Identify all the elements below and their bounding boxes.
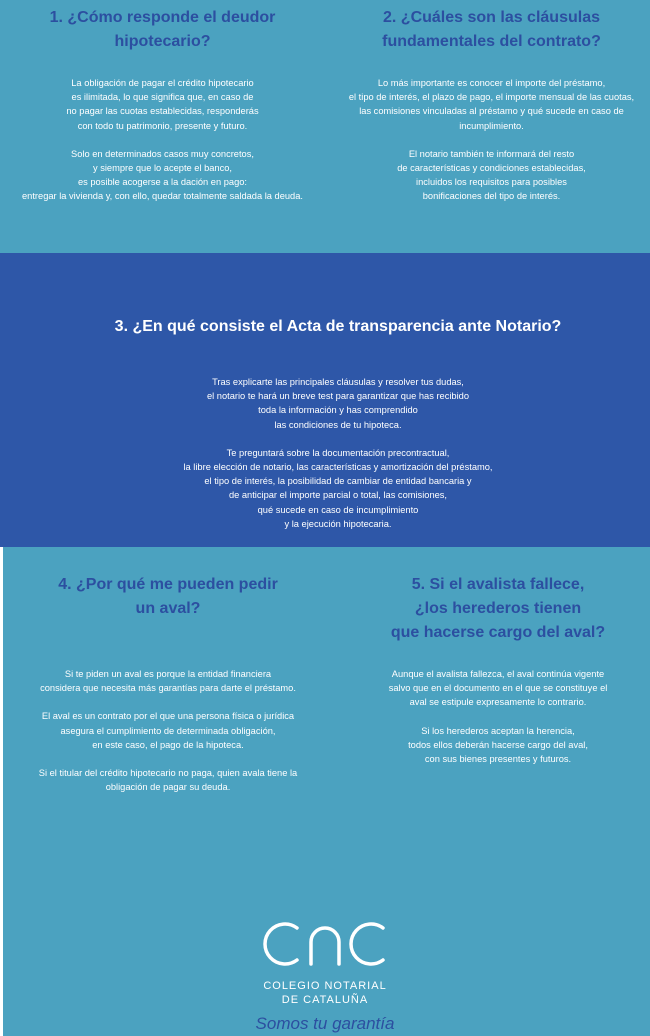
section-4 xyxy=(0,573,336,794)
section-4-para-3: Si el titular del crédito hipotecario no paga, quien avala tiene la obligación de pagar su deuda. xyxy=(38,768,298,793)
section-2-para-1: Lo más importante es conocer el importe del préstamo, el tipo de interés, el plazo de pago, el importe mensual de las cuotas, las comisiones vinculadas al préstamo y qué sucede en caso de incumplimiento. xyxy=(348,78,635,131)
section-1 xyxy=(0,6,325,204)
section-2-title: 2. ¿Cuáles son las cláusulas fundamentales del contrato? xyxy=(382,9,601,50)
section-5-para-2: Si los herederos aceptan la herencia, todos ellos deberán hacerse cargo del aval, con sus bienes presentes y futuros. xyxy=(408,725,588,765)
middle-band xyxy=(0,253,650,547)
section-3-para-2: Te preguntará sobre la documentación precontractual, la libre elección de notario, las características y amortización del préstamo, el tipo de interés, la posibilidad de cambiar de entidad bancaria y de anticipar el importe parcial o total, las comisiones, qué sucede en caso de incumplimiento y la ejecución hipotecaria. xyxy=(183,447,493,529)
section-1-para-2: Solo en determinados casos muy concretos, y siempre que lo acepte el banco, es posible acogerse a la dación en pago: entregar la vivienda y, con ello, quedar totalmente saldada la deuda. xyxy=(22,148,303,202)
section-1-title: 1. ¿Cómo responde el deudor hipotecario? xyxy=(49,9,276,50)
section-4-para-1: Si te piden un aval es porque la entidad financiera considera que necesita más garantías para darte el préstamo. xyxy=(40,669,296,694)
section-5-para-1: Aunque el avalista fallezca, el aval continúa vigente salvo que en el documento en el que se constituye el aval se estipule expresamente lo contrario. xyxy=(388,669,608,708)
section-5 xyxy=(340,573,650,766)
top-band xyxy=(0,0,650,253)
section-3 xyxy=(0,315,650,531)
section-4-para-2: El aval es un contrato por el que una persona física o jurídica asegura el cumplimiento de determinada obligación, en este caso, el pago de la hipoteca. xyxy=(41,711,295,750)
footer-logo xyxy=(0,918,650,1007)
cnc-logo-icon xyxy=(255,918,395,970)
tagline: Somos tu garantía xyxy=(255,1014,395,1033)
section-2 xyxy=(333,6,650,204)
section-4-title: 4. ¿Por qué me pueden pedir un aval? xyxy=(58,576,278,617)
section-1-para-1: La obligación de pagar el crédito hipotecario es ilimitada, lo que significa que, en caso de no pagar las cuotas establecidas, responderás con todo tu patrimonio, presente y futuro. xyxy=(66,78,259,131)
section-3-title: 3. ¿En qué consiste el Acta de transparencia ante Notario? xyxy=(114,318,562,335)
section-5-title: 5. Si el avalista fallece, ¿los herederos tienen que hacerse cargo del aval? xyxy=(390,576,606,641)
section-2-para-2: El notario también te informará del resto de características y condiciones establecidas, incluidos los requisitos para posibles bonificaciones del tipo de interés. xyxy=(397,148,586,202)
org-name: COLEGIO NOTARIAL DE CATALUÑA xyxy=(263,980,387,1006)
section-3-para-1: Tras explicarte las principales cláusulas y resolver tus dudas, el notario te hará un breve test para garantizar que has recibido toda la información y has comprendido las condiciones de tu hipoteca. xyxy=(206,377,470,430)
